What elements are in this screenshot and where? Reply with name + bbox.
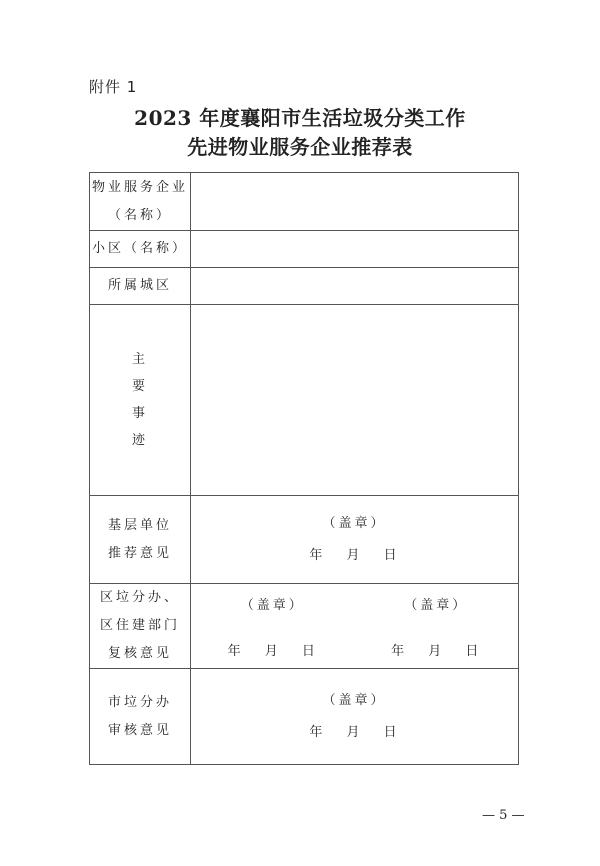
date-text: 年 月 日 bbox=[391, 644, 482, 659]
district-label: 所属城区 bbox=[90, 268, 191, 305]
recommendation-form-table bbox=[89, 172, 519, 765]
main-deeds-char: 要 bbox=[131, 379, 148, 394]
page-number: — 5 — bbox=[482, 808, 525, 823]
main-deeds-field[interactable] bbox=[191, 305, 519, 496]
district-office-opinion-label-line3: 复核意见 bbox=[107, 646, 172, 661]
district-office-opinion-label-line1: 区垃分办、 bbox=[99, 590, 180, 605]
date-text: 年 月 日 bbox=[227, 644, 318, 659]
district-office-opinion-left bbox=[191, 589, 355, 663]
city-office-opinion-label-line2: 审核意见 bbox=[107, 722, 172, 738]
main-deeds-char: 迹 bbox=[131, 433, 148, 448]
district-office-opinion-label-line2: 区住建部门 bbox=[99, 618, 180, 633]
district-field[interactable] bbox=[191, 268, 519, 305]
district-office-opinion-field[interactable] bbox=[191, 584, 519, 669]
seal-text: （盖章） bbox=[404, 598, 469, 613]
document-title-line1: 2023 年度襄阳市生活垃圾分类工作 bbox=[134, 106, 466, 130]
date-text: 年 月 日 bbox=[309, 547, 400, 563]
row-community-name bbox=[90, 231, 519, 268]
basic-unit-opinion-label bbox=[90, 496, 191, 584]
district-office-opinion-right bbox=[355, 589, 519, 663]
date-text: 年 月 日 bbox=[309, 724, 400, 740]
attachment-label: 附件 1 bbox=[89, 78, 138, 96]
community-name-field[interactable] bbox=[191, 231, 519, 268]
company-name-field[interactable] bbox=[191, 173, 519, 231]
basic-unit-opinion-label-line2: 推荐意见 bbox=[107, 545, 172, 561]
document-title-line2: 先进物业服务企业推荐表 bbox=[187, 135, 413, 159]
city-office-opinion-label-line1: 市垃分办 bbox=[107, 694, 172, 710]
row-company-name bbox=[90, 173, 519, 231]
city-office-opinion-field[interactable] bbox=[191, 669, 519, 765]
community-name-label: 小区（名称） bbox=[90, 231, 191, 268]
main-deeds-char: 主 bbox=[131, 352, 148, 367]
basic-unit-opinion-label-line1: 基层单位 bbox=[107, 517, 172, 533]
company-name-label bbox=[90, 173, 191, 231]
company-name-label-line2: （名称） bbox=[107, 207, 172, 223]
district-office-opinion-label bbox=[90, 584, 191, 669]
row-basic-unit-opinion bbox=[90, 496, 519, 584]
seal-text: （盖章） bbox=[322, 515, 387, 531]
seal-text: （盖章） bbox=[240, 598, 305, 613]
row-district-office-opinion bbox=[90, 584, 519, 669]
city-office-opinion-label bbox=[90, 669, 191, 765]
row-district bbox=[90, 268, 519, 305]
main-deeds-char: 事 bbox=[131, 406, 148, 421]
basic-unit-opinion-field[interactable] bbox=[191, 496, 519, 584]
row-city-office-opinion bbox=[90, 669, 519, 765]
seal-text: （盖章） bbox=[322, 692, 387, 708]
main-deeds-label bbox=[90, 305, 191, 496]
company-name-label-line1: 物业服务企业 bbox=[91, 179, 188, 195]
row-main-deeds bbox=[90, 305, 519, 496]
